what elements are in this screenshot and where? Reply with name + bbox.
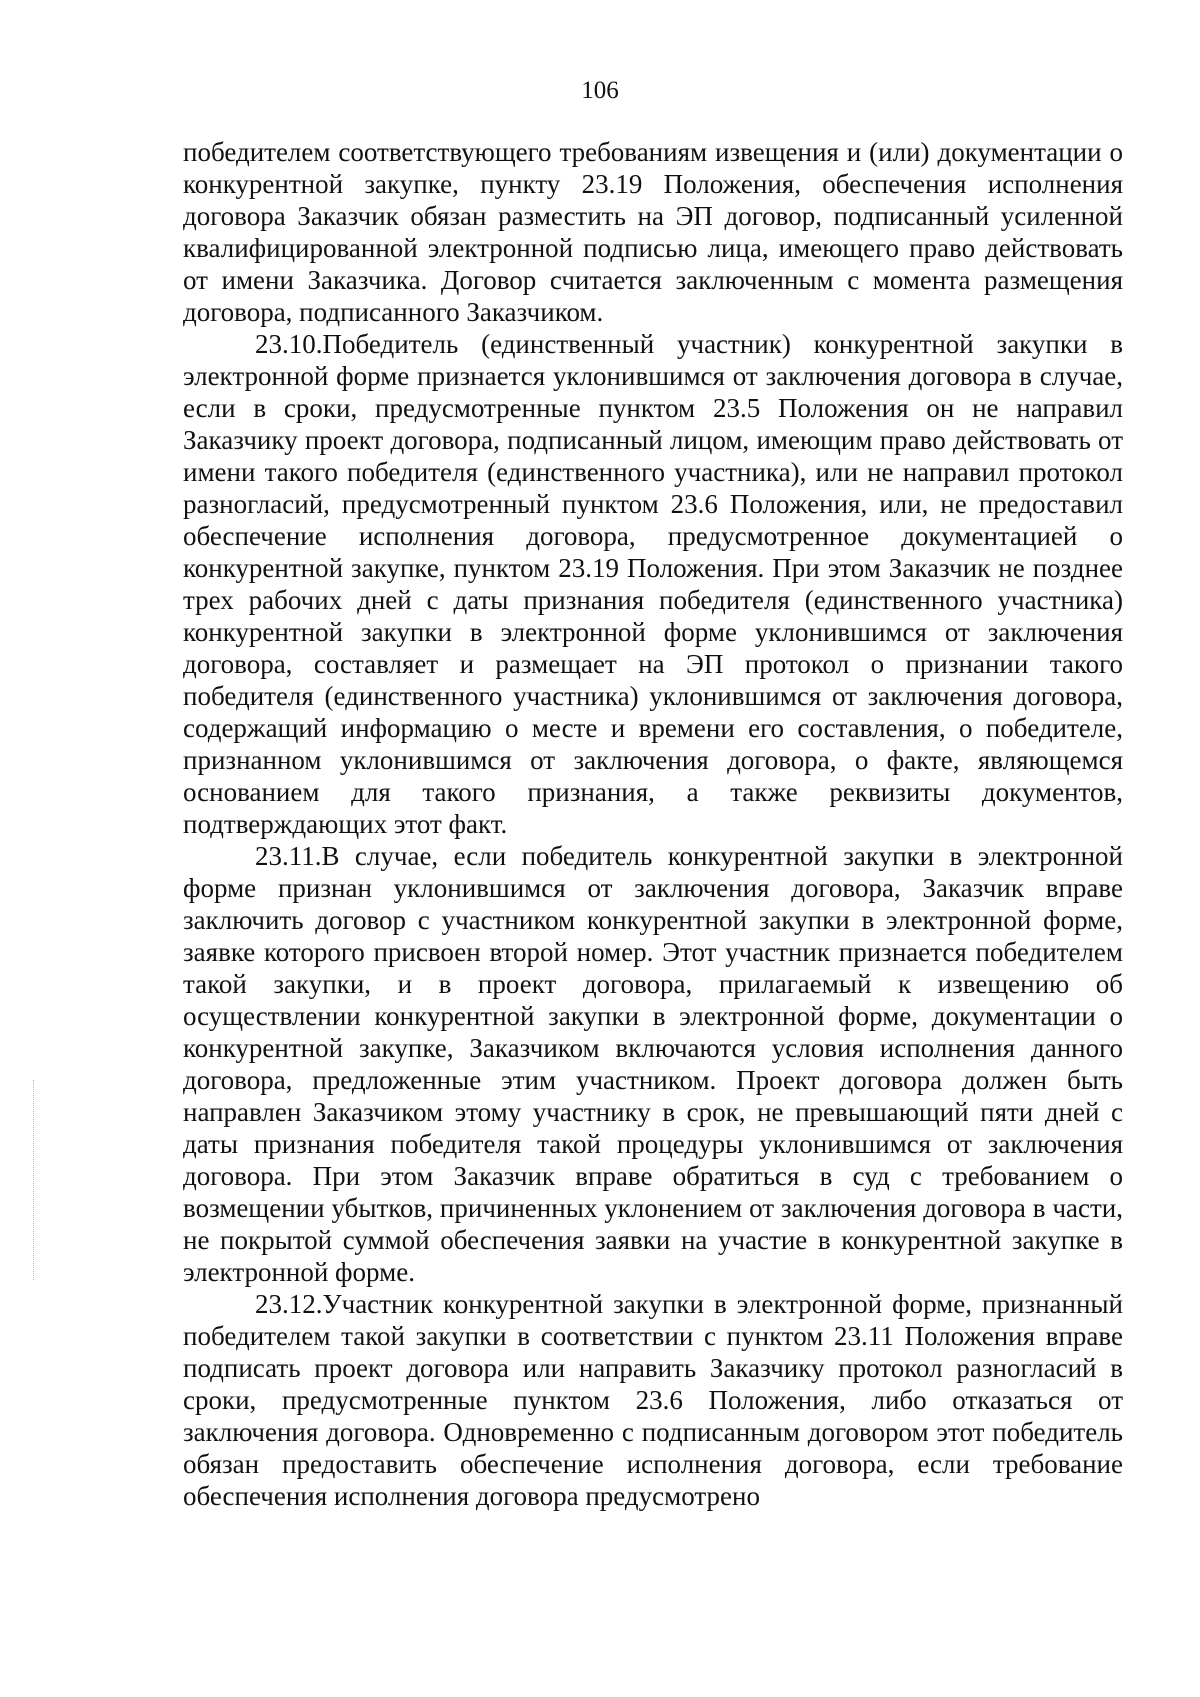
paragraph-continuation: победителем соответствующего требованиям извещения и (или) документации о конкурентной закупке, пункту 23.19 Положения, обеспечения исполнения договора Заказчик обязан разместить на ЭП договор, подписанный усиленной квалифицированной электронной подписью лица, имеющего право действовать от имени Заказчика. Договор считается заключенным с момента размещения договора, подписанного Заказчиком. xyxy=(183,137,1123,327)
page-number: 106 xyxy=(581,77,619,104)
paragraph-23-12: 23.12.Участник конкурентной закупки в электронной форме, признанный победителем такой закупки в соответствии с пунктом 23.11 Положения вправе подписать проект договора или направить Заказчику протокол разногласий в сроки, предусмотренные пунктом 23.6 Положения, либо отказаться от заключения договора. Одновременно с подписанным договором этот победитель обязан предоставить обеспечение исполнения договора, если требование обеспечения исполнения договора предусмотрено xyxy=(183,1289,1123,1511)
paragraph-23-10: 23.10.Победитель (единственный участник) конкурентной закупки в электронной форме признается уклонившимся от заключения договора в случае, если в сроки, предусмотренные пунктом 23.5 Положения он не направил Заказчику проект договора, подписанный лицом, имеющим право действовать от имени такого победителя (единственного участника), или не направил протокол разногласий, предусмотренный пунктом 23.6 Положения, или, не предоставил обеспечение исполнения договора, предусмотренное документацией о конкурентной закупке, пунктом 23.19 Положения. При этом Заказчик не позднее трех рабочих дней с даты признания победителя (единственного участника) конкурентной закупки в электронной форме уклонившимся от заключения договора, составляет и размещает на ЭП протокол о признании такого победителя (единственного участника) уклонившимся от заключения договора, содержащий информацию о месте и времени его составления, о победителе, признанном уклонившимся от заключения договора, о факте, являющемся основанием для такого признания, а также реквизиты документов, подтверждающих этот факт. xyxy=(183,329,1123,839)
scan-margin-mark xyxy=(33,1080,34,1280)
paragraph-23-11: 23.11.В случае, если победитель конкурентной закупки в электронной форме признан уклонившимся от заключения договора, Заказчик вправе заключить договор с участником конкурентной закупки в электронной форме, заявке которого присвоен второй номер. Этот участник признается победителем такой закупки, и в проект договора, прилагаемый к извещению об осуществлении конкурентной закупки в электронной форме, документации о конкурентной закупке, Заказчиком включаются условия исполнения данного договора, предложенные этим участником. Проект договора должен быть направлен Заказчиком этому участнику в срок, не превышающий пяти дней с даты признания победителя такой процедуры уклонившимся от заключения договора. При этом Заказчик вправе обратиться в суд с требованием о возмещении убытков, причиненных уклонением от заключения договора в части, не покрытой суммой обеспечения заявки на участие в конкурентной закупке в электронной форме. xyxy=(183,841,1123,1287)
document-body xyxy=(183,136,1123,1512)
